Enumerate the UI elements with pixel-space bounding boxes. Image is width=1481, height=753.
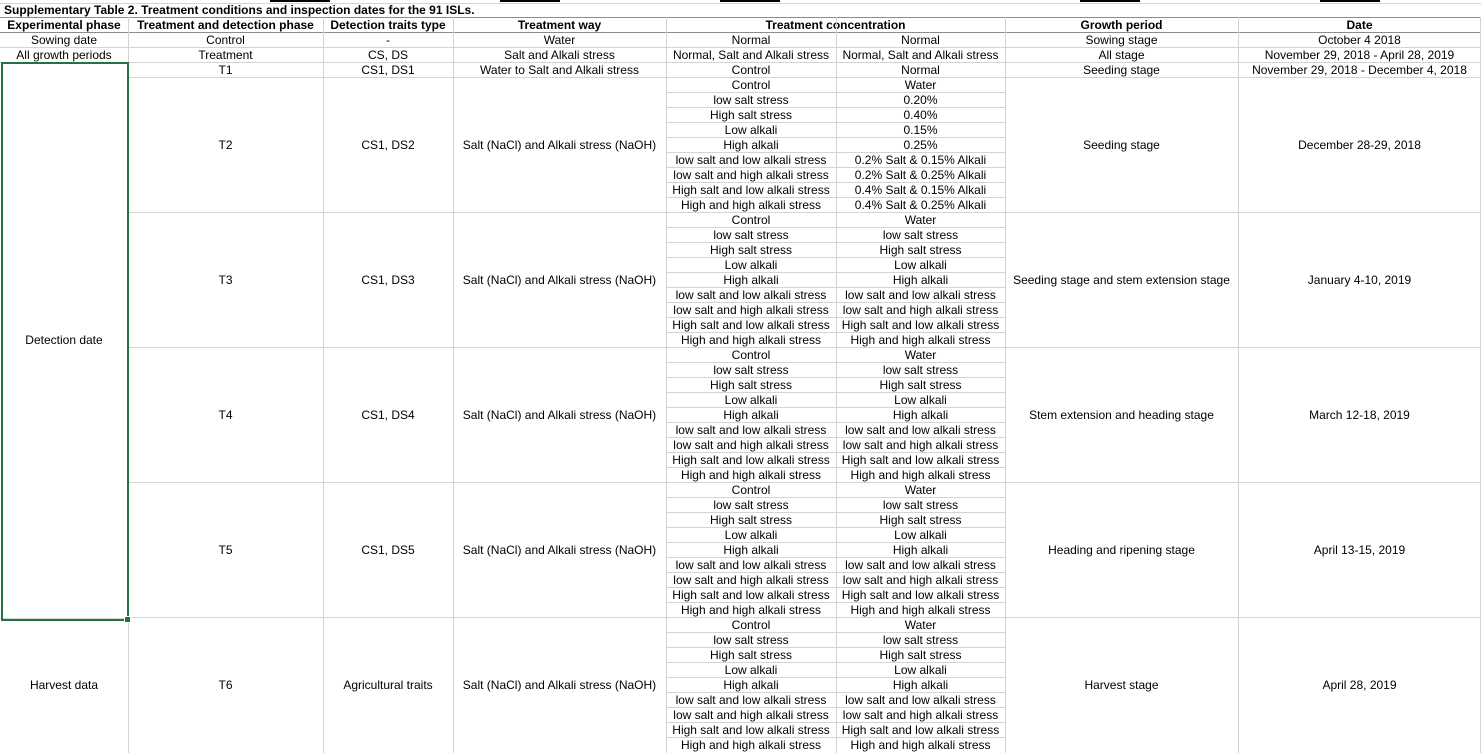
column-header[interactable]: Growth period [1080, 18, 1163, 32]
concentration-level: High salt stress [709, 243, 793, 257]
concentration-value: 0.25% [903, 138, 938, 152]
concentration-value: Water [904, 213, 937, 227]
table-cell: CS1, DS1 [361, 63, 415, 77]
date-cell: March 12-18, 2019 [1309, 408, 1410, 422]
concentration-value: low salt stress [882, 498, 959, 512]
concentration-value: High and high alkali stress [850, 738, 991, 752]
concentration-level: low salt and low alkali stress [675, 693, 827, 707]
concentration-level: low salt and high alkali stress [673, 168, 829, 182]
column-gridline [453, 17, 454, 753]
concentration-level: Control [731, 348, 771, 362]
treatment-way: Salt (NaCl) and Alkali stress (NaOH) [462, 273, 657, 287]
concentration-level: High and high alkali stress [680, 603, 822, 617]
concentration-level: Control [731, 483, 771, 497]
concentration-value: High alkali [892, 408, 949, 422]
treatment-id: T5 [218, 543, 233, 557]
table-cell: Salt and Alkali stress [504, 48, 615, 62]
concentration-value: Low alkali [894, 663, 947, 677]
table-cell: All stage [1098, 48, 1145, 62]
concentration-level: low salt stress [713, 93, 789, 107]
column-divider-mark [720, 0, 780, 2]
concentration-level: Control [731, 78, 771, 92]
concentration-level: High and high alkali stress [680, 468, 822, 482]
table-cell: Normal [731, 33, 771, 47]
table-cell: All growth periods [16, 48, 112, 62]
treatment-id: T6 [218, 678, 233, 692]
table-cell: Water [543, 33, 576, 47]
concentration-value: Water [904, 78, 937, 92]
concentration-level: low salt and low alkali stress [675, 288, 827, 302]
table-cell: CS, DS [367, 48, 408, 62]
column-divider-mark [500, 0, 560, 2]
concentration-level: High alkali [723, 138, 779, 152]
column-gridline [836, 17, 837, 753]
table-cell: Treatment [198, 48, 253, 62]
concentration-value: High salt and low alkali stress [841, 318, 1000, 332]
concentration-value: low salt stress [882, 228, 959, 242]
concentration-level: High salt and low alkali stress [672, 183, 830, 197]
concentration-value: low salt and low alkali stress [845, 558, 996, 572]
concentration-value: Water [904, 348, 937, 362]
growth-period: Harvest stage [1084, 678, 1159, 692]
concentration-value: 0.40% [903, 108, 938, 122]
column-gridline [1005, 17, 1006, 753]
column-divider-mark [270, 0, 330, 2]
column-gridline [1238, 17, 1239, 753]
concentration-level: low salt and low alkali stress [675, 423, 827, 437]
concentration-level: low salt stress [713, 363, 789, 377]
traits-type: Agricultural traits [343, 678, 433, 692]
table-cell: Normal, Salt and Alkali stress [842, 48, 999, 62]
table-cell: Normal [901, 63, 940, 77]
concentration-value: High salt stress [879, 378, 962, 392]
concentration-value: 0.20% [903, 93, 938, 107]
concentration-value: Low alkali [894, 258, 947, 272]
column-divider-mark [1080, 0, 1140, 2]
concentration-level: High salt and low alkali stress [672, 453, 830, 467]
growth-period: Stem extension and heading stage [1029, 408, 1214, 422]
phase-detection-date: Detection date [25, 333, 103, 347]
concentration-level: low salt and high alkali stress [673, 708, 829, 722]
concentration-value: High salt and low alkali stress [841, 588, 1000, 602]
treatment-way: Salt (NaCl) and Alkali stress (NaOH) [462, 138, 657, 152]
table-cell: November 29, 2018 - April 28, 2019 [1264, 48, 1455, 62]
concentration-value: High salt and low alkali stress [841, 723, 1000, 737]
table-cell: Seeding stage [1083, 63, 1160, 77]
treatment-id: T3 [218, 273, 233, 287]
concentration-value: low salt and high alkali stress [842, 438, 999, 452]
concentration-level: High salt and low alkali stress [672, 588, 830, 602]
concentration-value: High alkali [892, 273, 949, 287]
table-cell: November 29, 2018 - December 4, 2018 [1252, 63, 1467, 77]
concentration-value: High salt stress [879, 648, 962, 662]
column-header[interactable]: Experimental phase [7, 18, 121, 32]
concentration-value: low salt and low alkali stress [845, 423, 996, 437]
treatment-way: Salt (NaCl) and Alkali stress (NaOH) [462, 678, 657, 692]
concentration-value: low salt and high alkali stress [842, 303, 999, 317]
column-gridline [323, 17, 324, 753]
concentration-level: High salt stress [709, 378, 793, 392]
concentration-value: High salt stress [879, 513, 962, 527]
concentration-level: Control [731, 618, 771, 632]
concentration-value: 0.4% Salt & 0.25% Alkali [854, 198, 987, 212]
concentration-level: Low alkali [724, 258, 778, 272]
table-cell: October 4 2018 [1318, 33, 1401, 47]
concentration-level: High and high alkali stress [680, 333, 822, 347]
concentration-level: Control [731, 213, 771, 227]
concentration-level: High and high alkali stress [680, 738, 822, 752]
concentration-level: low salt and low alkali stress [675, 153, 827, 167]
traits-type: CS1, DS5 [361, 543, 415, 557]
concentration-level: High salt and low alkali stress [672, 723, 830, 737]
treatment-way: Salt (NaCl) and Alkali stress (NaOH) [462, 543, 657, 557]
active-cell-selection[interactable] [1, 62, 129, 621]
table-cell: Sowing date [30, 33, 98, 47]
concentration-value: low salt and low alkali stress [845, 288, 996, 302]
concentration-value: Low alkali [894, 393, 947, 407]
date-cell: January 4-10, 2019 [1307, 273, 1412, 287]
growth-period: Seeding stage [1083, 138, 1160, 152]
traits-type: CS1, DS2 [361, 138, 415, 152]
concentration-value: Water [904, 483, 937, 497]
table-cell: Water to Salt and Alkali stress [480, 63, 639, 77]
treatment-id: T2 [218, 138, 233, 152]
treatment-way: Salt (NaCl) and Alkali stress (NaOH) [462, 408, 657, 422]
concentration-value: 0.4% Salt & 0.15% Alkali [854, 183, 987, 197]
column-divider-mark [1320, 0, 1380, 2]
date-cell: April 13-15, 2019 [1313, 543, 1406, 557]
concentration-value: High alkali [892, 543, 949, 557]
column-header[interactable]: Treatment concentration [765, 18, 906, 32]
concentration-level: low salt and high alkali stress [673, 438, 829, 452]
concentration-level: High and high alkali stress [680, 198, 822, 212]
concentration-value: High salt stress [879, 243, 962, 257]
table-title: Supplementary Table 2. Treatment conditions and inspection dates for the 91 ISLs. [4, 3, 475, 17]
concentration-value: 0.2% Salt & 0.25% Alkali [854, 168, 987, 182]
concentration-value: low salt and high alkali stress [842, 708, 999, 722]
concentration-value: High salt and low alkali stress [841, 453, 1000, 467]
fill-handle[interactable] [124, 616, 131, 623]
date-cell: April 28, 2019 [1322, 678, 1397, 692]
table-cell: Control [206, 33, 245, 47]
column-header[interactable]: Treatment and detection phase [137, 18, 314, 32]
date-cell: December 28-29, 2018 [1298, 138, 1421, 152]
traits-type: CS1, DS4 [361, 408, 415, 422]
concentration-level: High alkali [723, 543, 779, 557]
concentration-value: 0.15% [903, 123, 938, 137]
column-header[interactable]: Detection traits type [330, 18, 446, 32]
concentration-level: low salt stress [713, 228, 789, 242]
concentration-value: High and high alkali stress [850, 333, 991, 347]
concentration-level: low salt stress [713, 633, 789, 647]
concentration-value: Water [904, 618, 937, 632]
treatment-id: T4 [218, 408, 233, 422]
concentration-value: High alkali [892, 678, 949, 692]
concentration-level: Low alkali [724, 393, 778, 407]
concentration-level: low salt and high alkali stress [673, 303, 829, 317]
table-cell: T1 [218, 63, 233, 77]
traits-type: CS1, DS3 [361, 273, 415, 287]
concentration-value: low salt stress [882, 633, 959, 647]
concentration-value: low salt and high alkali stress [842, 573, 999, 587]
column-header[interactable]: Date [1346, 18, 1373, 32]
column-gridline [666, 17, 667, 753]
concentration-level: High salt stress [709, 648, 793, 662]
concentration-value: low salt and low alkali stress [845, 693, 996, 707]
concentration-level: Low alkali [724, 528, 778, 542]
concentration-level: Low alkali [724, 663, 778, 677]
table-cell: Control [731, 63, 771, 77]
concentration-value: 0.2% Salt & 0.15% Alkali [854, 153, 987, 167]
concentration-level: High alkali [723, 273, 779, 287]
concentration-value: High and high alkali stress [850, 468, 991, 482]
concentration-level: High salt and low alkali stress [672, 318, 830, 332]
phase-harvest-data: Harvest data [29, 678, 99, 692]
concentration-level: High salt stress [709, 108, 793, 122]
concentration-level: low salt and high alkali stress [673, 573, 829, 587]
growth-period: Heading and ripening stage [1048, 543, 1195, 557]
concentration-level: High salt stress [709, 513, 793, 527]
concentration-level: low salt stress [713, 498, 789, 512]
column-header[interactable]: Treatment way [517, 18, 602, 32]
concentration-value: low salt stress [882, 363, 959, 377]
concentration-level: low salt and low alkali stress [675, 558, 827, 572]
table-cell: - [386, 33, 390, 47]
concentration-value: High and high alkali stress [850, 603, 991, 617]
concentration-level: High alkali [723, 678, 779, 692]
table-cell: Normal [901, 33, 940, 47]
concentration-level: Low alkali [724, 123, 778, 137]
table-cell: Sowing stage [1085, 33, 1158, 47]
growth-period: Seeding stage and stem extension stage [1013, 273, 1230, 287]
concentration-value: Low alkali [894, 528, 947, 542]
concentration-level: High alkali [723, 408, 779, 422]
table-cell: Normal, Salt and Alkali stress [672, 48, 830, 62]
